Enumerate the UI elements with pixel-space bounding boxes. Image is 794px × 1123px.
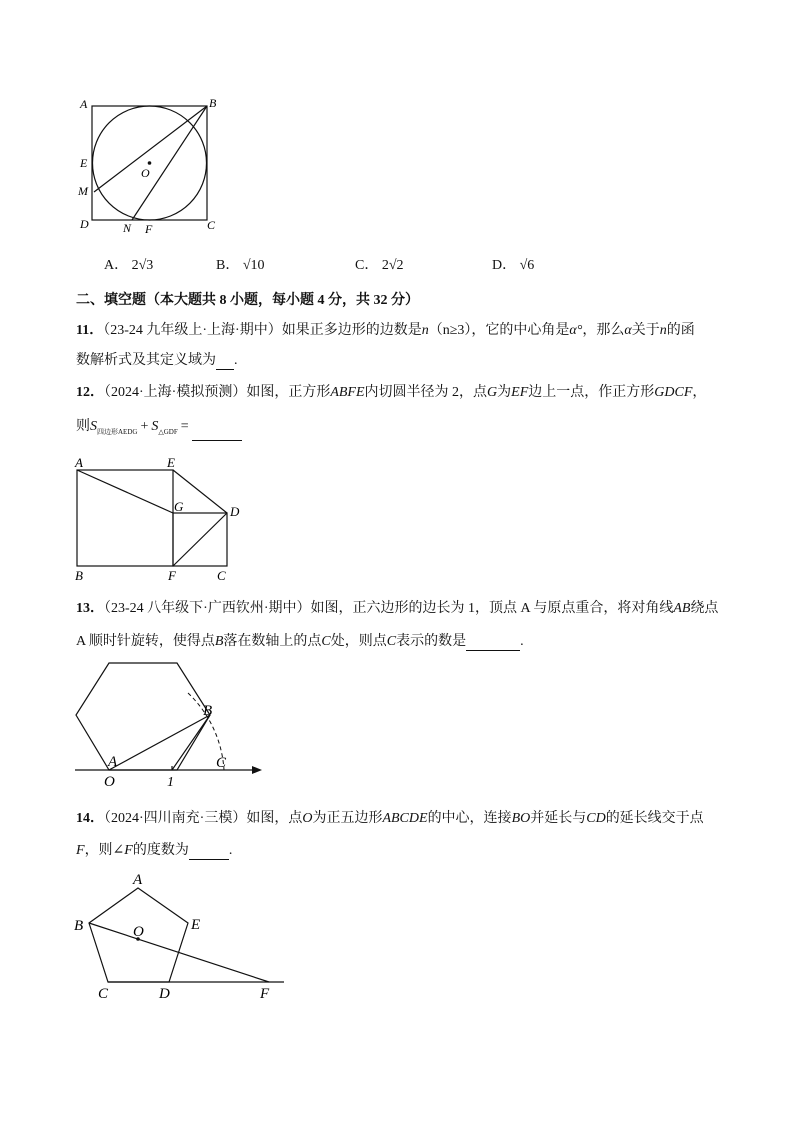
label-e: E	[191, 917, 201, 933]
option-d-label: D．	[492, 258, 517, 273]
q13-answer-blank[interactable]	[466, 636, 520, 651]
label-a: A	[80, 97, 88, 111]
q11-var-n2: n	[659, 323, 667, 338]
label-f: F	[168, 568, 176, 583]
option-d-value: √6	[519, 258, 535, 273]
q11-text-6: 数解析式及其定义域为	[76, 353, 216, 368]
q11-text-2: （n≥3），它的中心角是	[428, 323, 570, 338]
q13-c2: C	[386, 634, 397, 649]
question-14-line2	[76, 842, 232, 860]
label-b: B	[209, 96, 217, 110]
q12-point-g: G	[487, 385, 498, 400]
label-g: G	[174, 499, 184, 514]
q13-text-4: 落在数轴上的点	[223, 634, 322, 649]
q11-text-4: 关于	[631, 323, 660, 338]
option-a[interactable]	[104, 254, 153, 274]
q12-plus: +	[140, 419, 149, 434]
option-c-value: 2√2	[381, 258, 404, 273]
label-d: D	[159, 986, 170, 1002]
label-b: B	[75, 568, 83, 583]
segment-ag	[77, 470, 173, 513]
label-e: E	[167, 455, 175, 470]
hexagon	[76, 663, 213, 770]
label-c: C	[217, 568, 226, 583]
q11-text-5: 的函	[666, 323, 695, 338]
label-one: 1	[167, 775, 174, 790]
label-o: O	[104, 774, 115, 790]
q12-s1: S	[90, 419, 97, 434]
question-11-line1	[76, 322, 695, 340]
question-13-line2	[76, 633, 524, 651]
q14-text-6: ，则∠	[84, 843, 125, 858]
label-e: E	[80, 156, 88, 170]
q14-text-2: 为正五边形	[312, 811, 383, 826]
label-f: F	[145, 222, 153, 236]
option-b-label: B．	[216, 258, 240, 273]
figure-q13	[70, 660, 270, 790]
question-14-line1	[76, 810, 704, 828]
q13-text-1: （23-24 八年级下·广西钦州·期中）如图，正六边形的边长为 1，顶点 A 与原点重合，将对角线	[104, 601, 674, 616]
option-d[interactable]	[492, 254, 534, 274]
label-d: D	[230, 504, 240, 519]
q12-s2: S	[151, 419, 159, 434]
q14-o: O	[302, 811, 313, 826]
question-11-number: 11．	[76, 323, 104, 338]
q13-b: B	[214, 634, 224, 649]
option-a-value: 2√3	[131, 258, 154, 273]
q12-eq: =	[180, 419, 189, 434]
center-dot	[148, 161, 152, 165]
label-b: B	[203, 703, 213, 719]
option-a-label: A．	[104, 258, 129, 273]
question-12-line1	[76, 384, 706, 402]
q13-end: .	[520, 634, 524, 649]
option-c-label: C．	[355, 258, 379, 273]
q14-answer-blank[interactable]	[189, 845, 229, 860]
label-m: M	[78, 184, 88, 198]
q14-text-5: 的延长线交于点	[605, 811, 704, 826]
q12-text-5: ，	[692, 385, 707, 400]
q12-answer-blank[interactable]	[192, 426, 242, 441]
segment-fd	[173, 513, 227, 566]
q11-text-1: （23-24 九年级上·上海·期中）如果正多边形的边数是	[103, 323, 422, 338]
q13-c: C	[321, 634, 331, 649]
q11-var-n: n	[421, 323, 429, 338]
option-c[interactable]	[355, 254, 404, 274]
q13-text-2: 绕点	[690, 601, 719, 616]
label-a: A	[108, 754, 118, 770]
segment-bf	[89, 923, 269, 982]
q14-angle-f: F	[124, 843, 133, 858]
q12-segment-ef: EF	[511, 385, 529, 400]
q14-point-f: F	[76, 843, 85, 858]
q12-s2-sub: △GDF	[158, 427, 178, 436]
q12-text-6: 则	[76, 419, 90, 434]
q14-bo: BO	[511, 811, 531, 826]
label-a: A	[133, 872, 143, 888]
axis-arrow	[252, 766, 262, 774]
segment-bm	[94, 106, 207, 192]
label-o: O	[141, 166, 150, 180]
label-b: B	[74, 918, 84, 934]
q14-text-1: （2024·四川南充·三模）如图，点	[104, 811, 303, 826]
segment-bn	[132, 106, 207, 220]
question-11-line2	[76, 352, 238, 370]
diagonal-ab	[109, 715, 210, 770]
square-abfe	[77, 470, 173, 566]
q12-s1-sub: 四边形AEDG	[97, 427, 138, 436]
q11-var-alpha: α°	[569, 323, 583, 338]
q14-cd: CD	[586, 811, 606, 826]
q14-pentagon: ABCDE	[382, 811, 428, 826]
label-f: F	[260, 986, 270, 1002]
q12-text-1: （2024·上海·模拟预测）如图，正方形	[104, 385, 331, 400]
q13-text-6: 表示的数是	[396, 634, 467, 649]
figure-q14	[70, 870, 290, 1005]
section-title: 二、填空题（本大题共 8 小题，每小题 4 分，共 32 分）	[76, 293, 419, 308]
q14-text-3: 的中心，连接	[427, 811, 512, 826]
segment-1b	[172, 715, 210, 770]
label-a: A	[75, 455, 83, 470]
question-12-number: 12．	[76, 385, 104, 400]
q14-end: .	[228, 843, 233, 858]
label-o: O	[133, 924, 144, 940]
label-d: D	[80, 217, 89, 231]
q11-end: .	[234, 353, 238, 368]
q11-text-3: ，那么	[582, 323, 625, 338]
label-c: C	[216, 755, 227, 771]
q13-text-5: 处，则点	[330, 634, 387, 649]
q14-text-4: 并延长与	[530, 811, 587, 826]
q12-text-2: 内切圆半径为 2，点	[364, 385, 488, 400]
q11-answer-blank[interactable]	[216, 355, 234, 370]
q12-text-4: 边上一点，作正方形	[528, 385, 655, 400]
q11-var-alpha2: α	[624, 323, 632, 338]
q14-text-7: 的度数为	[132, 843, 189, 858]
question-14-number: 14．	[76, 811, 104, 826]
question-12-line2	[76, 418, 242, 441]
q12-text-3: 为	[497, 385, 512, 400]
option-b[interactable]	[216, 254, 265, 274]
question-13-line1	[76, 600, 718, 618]
q13-text-3: A 顺时针旋转，使得点	[76, 634, 215, 649]
label-n: N	[123, 221, 132, 235]
question-13-number: 13．	[76, 601, 104, 616]
figure-q12	[70, 455, 250, 585]
figure-q10	[70, 95, 230, 240]
q13-ab: AB	[673, 601, 691, 616]
q12-square: ABFE	[330, 385, 365, 400]
label-c: C	[98, 986, 109, 1002]
option-b-value: √10	[242, 258, 265, 273]
label-c: C	[207, 218, 216, 232]
q12-square2: GDCF	[654, 385, 693, 400]
